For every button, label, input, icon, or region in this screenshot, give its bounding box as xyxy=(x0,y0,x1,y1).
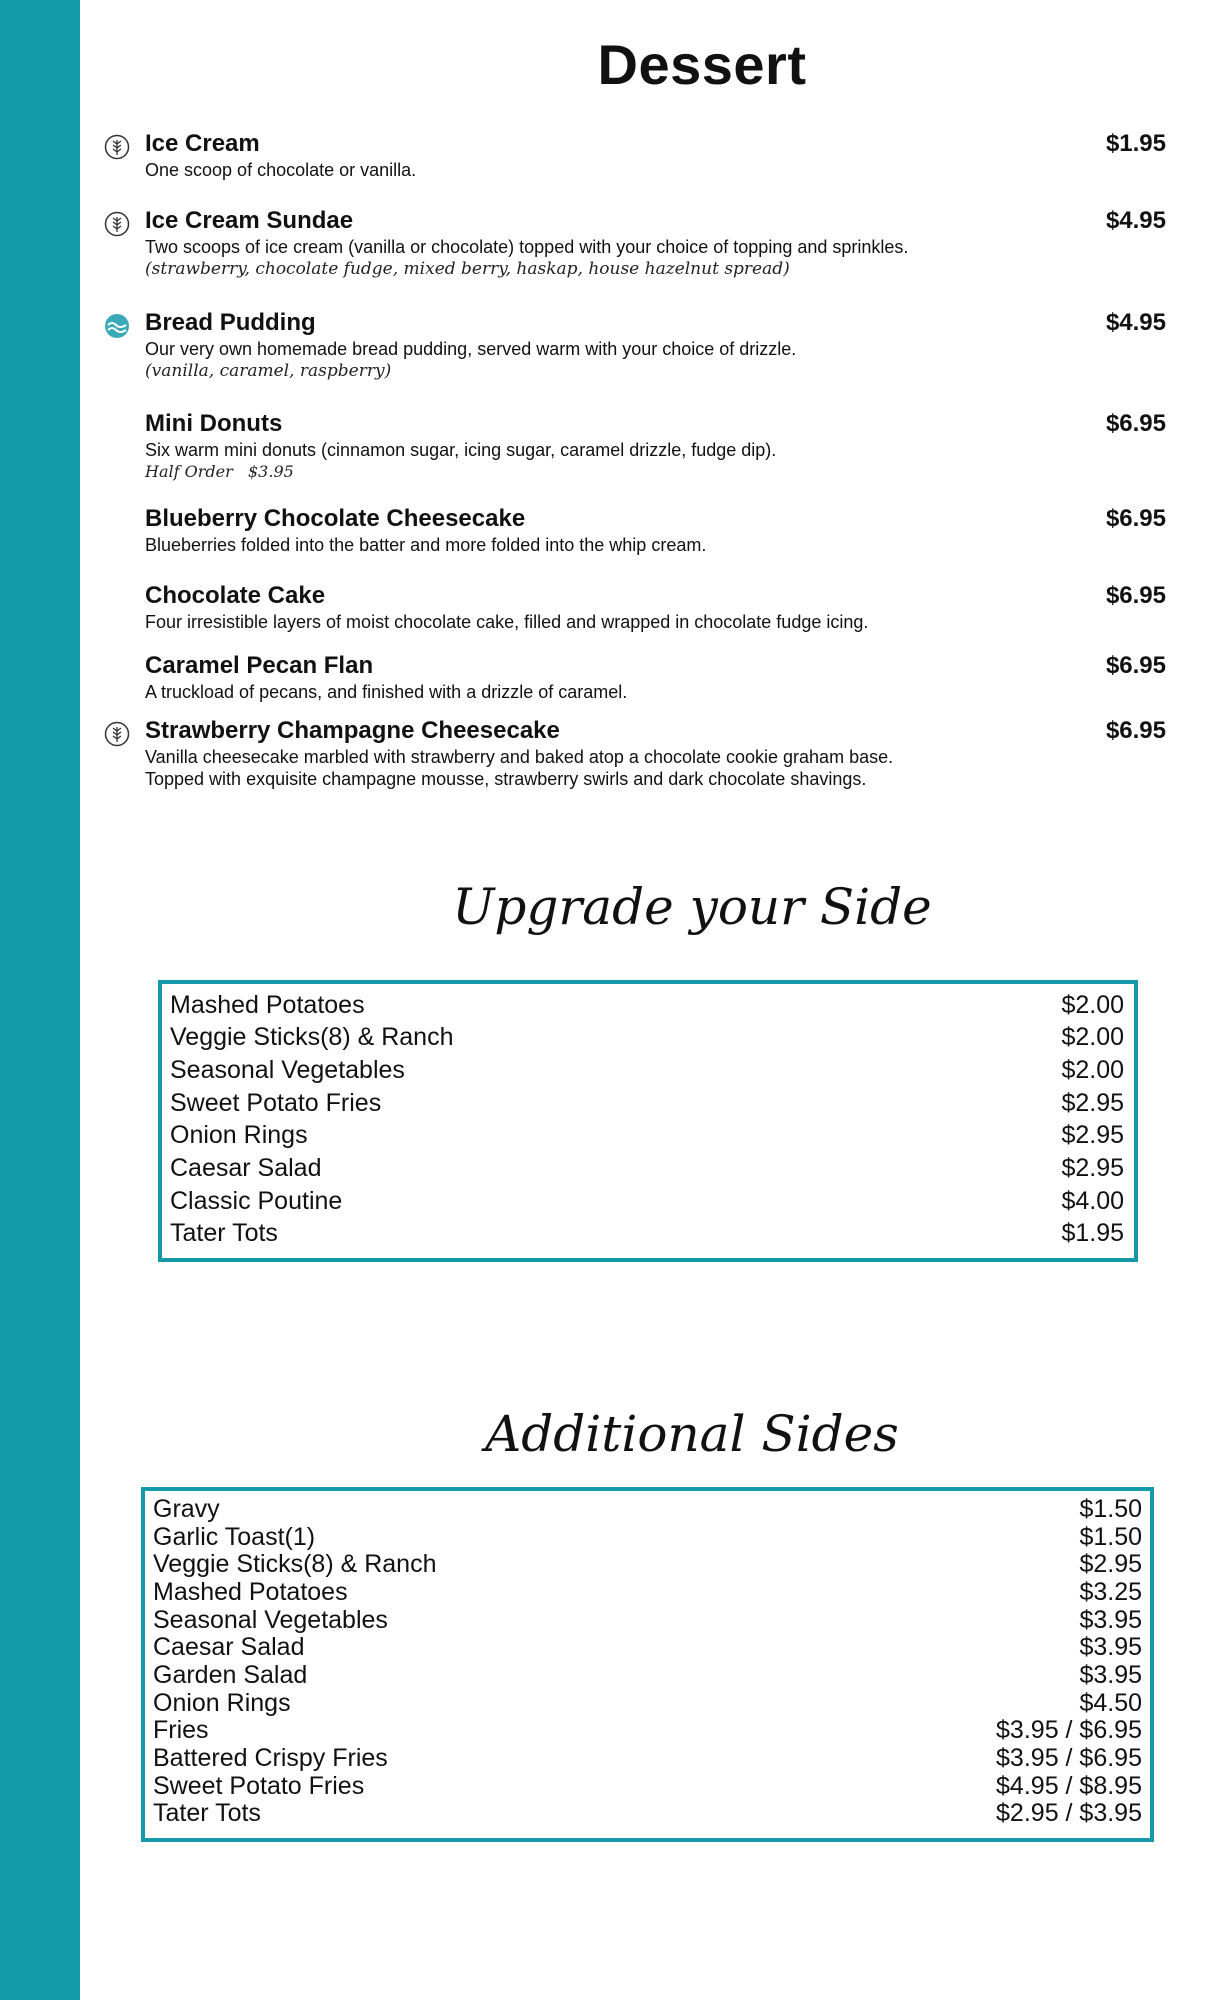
side-name: Seasonal Vegetables xyxy=(170,1056,405,1084)
side-name: Tater Tots xyxy=(170,1219,278,1247)
wheat-icon xyxy=(104,211,130,237)
side-price: $2.95 xyxy=(1079,1550,1142,1578)
wheat-icon xyxy=(104,721,130,747)
list-item xyxy=(170,1119,1124,1151)
side-name: Sweet Potato Fries xyxy=(153,1772,365,1800)
side-name: Gravy xyxy=(153,1495,220,1523)
side-name: Mashed Potatoes xyxy=(153,1578,348,1606)
item-price: $6.95 xyxy=(1105,652,1166,679)
menu-item xyxy=(104,505,1166,560)
side-price: $3.95 xyxy=(1079,1606,1142,1634)
list-item xyxy=(170,1054,1124,1086)
item-price: $1.95 xyxy=(1105,130,1166,157)
side-price: $2.00 xyxy=(1061,1023,1124,1051)
list-item xyxy=(153,1689,1142,1717)
side-price: $2.00 xyxy=(1061,1056,1124,1084)
item-price: $4.95 xyxy=(1105,207,1166,234)
item-price: $6.95 xyxy=(1105,582,1166,609)
item-description: One scoop of chocolate or vanilla. xyxy=(145,160,417,180)
item-description: Vanilla cheesecake marbled with strawberry and baked atop a chocolate cookie graham base. xyxy=(145,747,894,767)
side-name: Seasonal Vegetables xyxy=(153,1606,388,1634)
list-item xyxy=(153,1661,1142,1689)
list-item xyxy=(153,1772,1142,1800)
upgrade-section-title: Upgrade your Side xyxy=(452,878,932,936)
side-accent-bar xyxy=(0,0,80,2000)
list-item xyxy=(153,1633,1142,1661)
side-name: Caesar Salad xyxy=(170,1154,322,1182)
item-description: Blueberries folded into the batter and more folded into the whip cream. xyxy=(145,535,707,555)
list-item xyxy=(170,1087,1124,1119)
list-item xyxy=(170,1021,1124,1053)
list-item xyxy=(153,1550,1142,1578)
side-price: $4.00 xyxy=(1061,1187,1124,1215)
item-description: Four irresistible layers of moist chocolate cake, filled and wrapped in chocolate fudge icing. xyxy=(145,612,869,632)
list-item xyxy=(170,1152,1124,1184)
item-note: (strawberry, chocolate fudge, mixed berry, haskap, house hazelnut spread) xyxy=(145,259,790,279)
side-name: Onion Rings xyxy=(153,1689,291,1717)
item-description: Six warm mini donuts (cinnamon sugar, icing sugar, caramel drizzle, fudge dip). xyxy=(145,440,777,460)
item-price: $6.95 xyxy=(1105,717,1166,744)
menu-item xyxy=(104,717,1166,792)
side-price: $3.25 xyxy=(1079,1578,1142,1606)
item-name: Caramel Pecan Flan xyxy=(145,652,374,679)
wave-icon xyxy=(104,313,130,339)
list-item xyxy=(153,1578,1142,1606)
side-name: Garden Salad xyxy=(153,1661,308,1689)
additional-sides-box xyxy=(141,1487,1154,1842)
menu-item xyxy=(104,309,1166,384)
item-price: $6.95 xyxy=(1105,410,1166,437)
list-item xyxy=(153,1799,1142,1827)
list-item xyxy=(153,1523,1142,1551)
list-item xyxy=(153,1744,1142,1772)
side-name: Veggie Sticks(8) & Ranch xyxy=(153,1550,437,1578)
list-item xyxy=(153,1606,1142,1634)
item-name: Bread Pudding xyxy=(145,309,316,336)
item-note: Half Order $3.95 xyxy=(145,462,294,481)
item-description: A truckload of pecans, and finished with a drizzle of caramel. xyxy=(145,682,628,702)
side-name: Veggie Sticks(8) & Ranch xyxy=(170,1023,454,1051)
list-item xyxy=(170,1185,1124,1217)
side-name: Garlic Toast(1) xyxy=(153,1523,316,1551)
side-name: Onion Rings xyxy=(170,1121,308,1149)
item-name: Ice Cream xyxy=(145,130,260,157)
side-price: $4.95 / $8.95 xyxy=(996,1772,1142,1800)
item-price: $6.95 xyxy=(1105,505,1166,532)
list-item xyxy=(170,989,1124,1021)
side-name: Caesar Salad xyxy=(153,1633,305,1661)
menu-item xyxy=(104,410,1166,485)
side-price: $2.00 xyxy=(1061,991,1124,1019)
page-title: Dessert xyxy=(597,33,807,96)
menu-item xyxy=(104,130,1166,180)
item-name: Ice Cream Sundae xyxy=(145,207,354,234)
item-note: (vanilla, caramel, raspberry) xyxy=(145,361,392,381)
side-price: $1.95 xyxy=(1061,1219,1124,1247)
item-name: Strawberry Champagne Cheesecake xyxy=(145,717,560,744)
menu-item xyxy=(104,652,1166,707)
list-item xyxy=(153,1495,1142,1523)
item-description: Our very own homemade bread pudding, served warm with your choice of drizzle. xyxy=(145,339,797,359)
item-description: Two scoops of ice cream (vanilla or chocolate) topped with your choice of topping and sprinkles. xyxy=(145,237,909,257)
item-name: Chocolate Cake xyxy=(145,582,326,609)
side-name: Tater Tots xyxy=(153,1799,261,1827)
menu-item xyxy=(104,582,1166,637)
list-item xyxy=(153,1716,1142,1744)
item-price: $4.95 xyxy=(1105,309,1166,336)
item-name: Blueberry Chocolate Cheesecake xyxy=(145,505,526,532)
side-price: $1.50 xyxy=(1079,1495,1142,1523)
side-price: $3.95 / $6.95 xyxy=(996,1716,1142,1744)
side-name: Sweet Potato Fries xyxy=(170,1089,382,1117)
side-name: Mashed Potatoes xyxy=(170,991,365,1019)
side-price: $2.95 / $3.95 xyxy=(996,1799,1142,1827)
side-name: Battered Crispy Fries xyxy=(153,1744,388,1772)
side-price: $2.95 xyxy=(1061,1121,1124,1149)
item-name: Mini Donuts xyxy=(145,410,283,437)
side-price: $3.95 xyxy=(1079,1633,1142,1661)
side-name: Fries xyxy=(153,1716,209,1744)
side-price: $1.50 xyxy=(1079,1523,1142,1551)
side-price: $2.95 xyxy=(1061,1089,1124,1117)
additional-section-title: Additional Sides xyxy=(485,1405,899,1463)
side-price: $4.50 xyxy=(1079,1689,1142,1717)
wheat-icon xyxy=(104,134,130,160)
side-name: Classic Poutine xyxy=(170,1187,343,1215)
list-item xyxy=(170,1217,1124,1249)
menu-item xyxy=(104,207,1166,282)
side-price: $3.95 / $6.95 xyxy=(996,1744,1142,1772)
side-price: $3.95 xyxy=(1079,1661,1142,1689)
side-price: $2.95 xyxy=(1061,1154,1124,1182)
item-description-line2: Topped with exquisite champagne mousse, strawberry swirls and dark chocolate shavings. xyxy=(145,769,867,789)
upgrade-side-box xyxy=(158,980,1138,1262)
